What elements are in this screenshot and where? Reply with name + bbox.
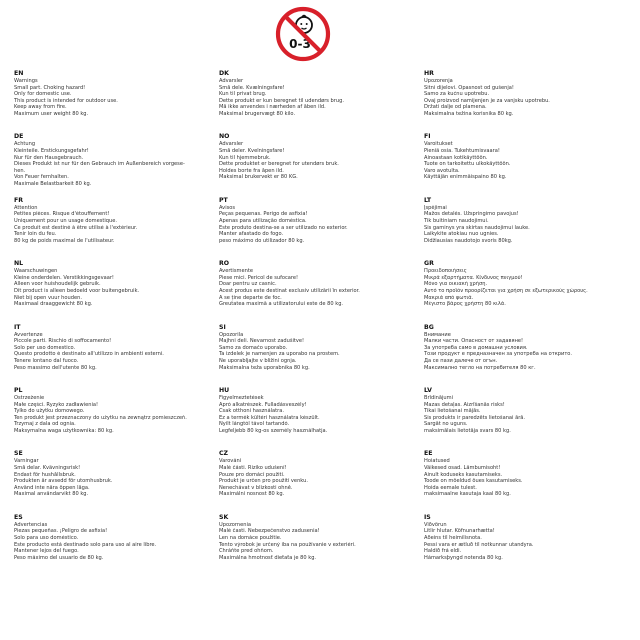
age-label: 0-3 bbox=[289, 37, 311, 51]
warning-heading: Внимание bbox=[424, 331, 451, 338]
warning-heading: Viðvörun bbox=[424, 521, 447, 528]
language-code: CZ bbox=[219, 450, 229, 458]
warning-line: Kun til privat brug. bbox=[219, 91, 267, 98]
language-code: EE bbox=[424, 450, 433, 458]
warning-block-nl bbox=[14, 260, 219, 323]
warning-line: Peças pequenas. Perigo de asfixia! bbox=[219, 211, 308, 218]
warning-heading: Warnings bbox=[14, 78, 38, 84]
warnings-column-middle bbox=[219, 70, 424, 577]
warning-line: Nur für den Hausgebrauch. bbox=[14, 154, 84, 161]
warning-line: Doar pentru uz casnic. bbox=[219, 281, 277, 288]
warning-line: Små deler. Kvelningsfare! bbox=[219, 147, 285, 154]
warning-line: Šis produkts ir paredzēts lietošanai ārā. bbox=[424, 414, 526, 421]
warning-block-se bbox=[14, 450, 219, 513]
warning-line: Kun til hjemmebruk. bbox=[219, 154, 271, 161]
warning-line: Questo prodotto è destinato all'utilizzo in ambienti esterni. bbox=[14, 351, 164, 358]
warning-heading: Waarschuwingen bbox=[14, 268, 58, 275]
warning-line: Csak otthoni használatra. bbox=[219, 408, 285, 415]
warning-line: Kleinteile. Erstickungsgefahr! bbox=[14, 147, 89, 154]
warning-line: Tik buitiniam naudojimui. bbox=[424, 217, 489, 224]
warning-line: Maximal användarvikt 80 kg. bbox=[14, 491, 89, 498]
warning-line: Maximální nosnost 80 kg. bbox=[219, 491, 285, 498]
warning-block-en bbox=[14, 70, 219, 133]
warning-heading: Brīdinājumi bbox=[424, 394, 454, 401]
warning-line: Μόνο για οικιακή χρήση. bbox=[424, 281, 488, 288]
warning-line: Solo para uso doméstico. bbox=[14, 534, 79, 541]
warning-heading: Varování bbox=[219, 458, 242, 465]
warning-line: Acest produs este destinat exclusiv utilizării în exterior. bbox=[219, 287, 360, 294]
warning-line: Haldið frá eldi. bbox=[424, 548, 462, 555]
warning-line: Pieniä osia. Tukehtumisvaara! bbox=[424, 147, 500, 154]
language-code: IS bbox=[424, 513, 431, 521]
warning-heading: Avvertenze bbox=[14, 331, 43, 338]
warning-line: Ainult koduseks kasutamiseks. bbox=[424, 471, 503, 478]
warning-line: Manter afastado do fogo. bbox=[219, 231, 284, 238]
warning-heading: Avisos bbox=[219, 204, 236, 211]
warning-line: Små dele. Kvælningsfare! bbox=[219, 84, 285, 91]
warning-line: Ainoastaan kotikäyttöön. bbox=[424, 154, 488, 161]
warning-line: Sargāt no uguns. bbox=[424, 421, 468, 428]
warning-line: Þessi vara er ætluð til notkunnar utandyra. bbox=[424, 541, 534, 548]
warning-line: Endast för hushållsbruk. bbox=[14, 471, 76, 478]
warning-line: Didžiausias naudotojo svoris 80kg. bbox=[424, 237, 513, 244]
language-code: EN bbox=[14, 70, 24, 77]
warning-line: Maksimalna težina korisnika 80 kg. bbox=[424, 110, 514, 117]
warning-line: Petites pièces. Risque d'étouffement! bbox=[14, 211, 110, 218]
language-code: BG bbox=[424, 323, 434, 331]
warning-line: Holdes borte fra åpen ild. bbox=[219, 167, 284, 174]
warning-line: Dette produkt er kun beregnet til udendørs brug. bbox=[219, 97, 344, 104]
warning-line: Aðeins til heimilisnota. bbox=[424, 534, 482, 541]
warning-block-pl bbox=[14, 387, 219, 450]
warning-line: Tuote on tarkoitettu ulkokäyttöön. bbox=[424, 161, 511, 168]
warning-line: Dieses Produkt ist nur für den Gebrauch im Außenbereich vorgese- bbox=[14, 161, 185, 168]
warning-line: Ne uporabljajte v bližini ognja. bbox=[219, 357, 297, 364]
warning-line: Tenere lontano dal fuoco. bbox=[14, 357, 79, 364]
language-code: HR bbox=[424, 70, 434, 77]
warning-line: Käyttäjän enimmäispaino 80 kg. bbox=[424, 174, 507, 181]
warning-line: Tenir loin du feu. bbox=[14, 231, 57, 238]
warning-line: Este produto destina-se a ser utilizado no exterior. bbox=[219, 224, 348, 231]
warnings-column-left bbox=[14, 70, 219, 577]
language-code: GR bbox=[424, 260, 434, 268]
warning-line: Tylko do użytku domowego. bbox=[14, 408, 85, 415]
warning-heading: Upozornenia bbox=[219, 521, 251, 528]
warning-line: maksimālais lietotāja svars 80 kg. bbox=[424, 427, 511, 434]
warning-block-fr bbox=[14, 197, 219, 260]
warning-heading: Advarsler bbox=[219, 141, 244, 148]
warning-line: Mažos detalės. Užspringimo pavojus! bbox=[424, 211, 519, 218]
warning-line: Ce produit est destiné à être utilisé à l'extérieur. bbox=[14, 224, 138, 231]
warning-line: Samo za kućnu upotrebu. bbox=[424, 91, 490, 98]
warning-block-si bbox=[219, 324, 424, 387]
warning-line: Malé časti. Nebezpečenstvo zadusenia! bbox=[219, 528, 320, 535]
warning-line: hen. bbox=[14, 167, 26, 174]
warning-line: A se ține departe de foc. bbox=[219, 294, 282, 301]
warning-line: Peso máximo del usuario de 80 kg. bbox=[14, 554, 104, 561]
warning-line: This product is intended for outdoor use. bbox=[14, 97, 118, 104]
warning-line: Šis gaminys yra skirtas naudojimui lauke. bbox=[424, 224, 530, 231]
warning-line: Samo za domačo uporabo. bbox=[219, 344, 288, 351]
warning-line: Legfeljebb 80 kg-os személy használhatja. bbox=[219, 427, 328, 434]
warning-heading: Figyelmeztetések bbox=[219, 394, 264, 401]
warning-line: Len na domáce použitie. bbox=[219, 534, 282, 541]
warning-line: Maksimal brugervægt 80 kilo. bbox=[219, 110, 296, 117]
warning-line: Αυτό το προϊόν προορίζεται για χρήση σε εξωτερικούς χώρους. bbox=[424, 287, 588, 294]
language-code: LV bbox=[424, 386, 432, 394]
language-code: ES bbox=[14, 513, 23, 521]
language-code: SI bbox=[219, 323, 226, 331]
warning-line: Niet bij open vuur houden. bbox=[14, 294, 82, 301]
language-code: SE bbox=[14, 450, 23, 458]
warning-heading: Varningar bbox=[14, 458, 39, 465]
warning-line: Väikesed osad. Lämbumisoht! bbox=[424, 464, 501, 471]
warning-line: Produkten är avsedd för utomhusbruk. bbox=[14, 478, 113, 485]
language-code: NO bbox=[219, 133, 230, 141]
language-code: DE bbox=[14, 133, 24, 141]
warning-heading: Įspėjimai bbox=[424, 204, 447, 211]
warning-line: Mantener lejos del fuego. bbox=[14, 548, 79, 555]
warning-block-is bbox=[424, 514, 629, 577]
warning-line: Ta izdelek je namenjen za uporabo na prostem. bbox=[219, 351, 340, 358]
language-code: RO bbox=[219, 260, 230, 268]
warning-line: 80 kg de poids maximal de l'utilisateur. bbox=[14, 237, 115, 244]
warning-line: Uniquement pour un usage domestique. bbox=[14, 217, 117, 224]
warning-line: Ez a termék kültéri használatra készült. bbox=[219, 414, 320, 421]
warning-line: Only for domestic use. bbox=[14, 91, 72, 98]
warning-line: Hámarksþyngd notenda 80 kg. bbox=[424, 554, 503, 561]
warning-line: Apró alkatrészek. Fulladásveszély! bbox=[219, 401, 307, 408]
warning-line: Malé části. Riziko udušení! bbox=[219, 464, 287, 471]
warning-line: Maximálna hmotnosť dieťaťa je 80 kg. bbox=[219, 554, 317, 561]
warning-line: Μέγιστο βάρος χρήστη 80 κιλά. bbox=[424, 301, 506, 308]
warning-line: Dette produktet er beregnet for utendørs bruk. bbox=[219, 161, 339, 168]
warning-line: Hoida eemale tulest. bbox=[424, 484, 477, 491]
warning-line: Litlir hlutar. Köfnunarhætta! bbox=[424, 528, 495, 535]
warning-line: Maksymalna waga użytkownika: 80 kg. bbox=[14, 427, 114, 434]
warning-line: Majhni deli. Nevarnost zadušitve! bbox=[219, 338, 305, 345]
warning-line: peso máximo do utilizador 80 kg. bbox=[219, 237, 305, 244]
warning-line: maksimaalne kasutaja kaal 80 kg. bbox=[424, 491, 511, 498]
warning-block-hu bbox=[219, 387, 424, 450]
warning-line: Greutatea maximă a utilizatorului este de 80 kg. bbox=[219, 301, 344, 308]
language-code: FR bbox=[14, 196, 23, 204]
warning-line: Maximale Belastbarkeit 80 kg. bbox=[14, 180, 92, 187]
warning-line: Alleen voor huishoudelijk gebruik. bbox=[14, 281, 101, 288]
warning-line: Peso massimo dell'utente 80 kg. bbox=[14, 364, 97, 371]
warning-block-no bbox=[219, 133, 424, 196]
warning-line: Tento výrobok je určený iba na používanie v exteriéri. bbox=[219, 541, 356, 548]
warning-line: Kleine onderdelen. Verstikkingsgevaar! bbox=[14, 274, 114, 281]
warning-line: Maximum user weight 80 kg. bbox=[14, 110, 89, 117]
warning-block-lt bbox=[424, 197, 629, 260]
warning-heading: Opozorila bbox=[219, 331, 244, 338]
warning-line: Trzymaj z dala od ognia. bbox=[14, 421, 76, 428]
warning-line: Μικρά εξαρτήματα. Κίνδυνος πνιγμού! bbox=[424, 274, 523, 281]
language-code: HU bbox=[219, 386, 230, 394]
warning-line: Tikai lietošanai mājās. bbox=[424, 408, 481, 415]
warning-block-ee bbox=[424, 450, 629, 513]
warning-block-hr bbox=[424, 70, 629, 133]
warning-line: Keep away from fire. bbox=[14, 104, 67, 111]
language-code: LT bbox=[424, 196, 432, 204]
warning-line: Ovaj proizvod namijenjen je za vanjsku upotrebu. bbox=[424, 97, 550, 104]
warning-line: Μακριά από φωτιά. bbox=[424, 294, 474, 301]
language-code: FI bbox=[424, 133, 431, 141]
warning-block-dk bbox=[219, 70, 424, 133]
warning-heading: Upozorenja bbox=[424, 78, 453, 84]
warning-line: Apenas para utilização doméstica. bbox=[219, 217, 307, 224]
warning-line: Toode on mõeldud õues kasutamiseks. bbox=[424, 478, 523, 485]
warning-line: Sitni dijelovi. Opasnost od gušenja! bbox=[424, 84, 514, 91]
no-children-under-3-sign bbox=[275, 6, 331, 62]
language-code: DK bbox=[219, 70, 229, 77]
warning-block-fi bbox=[424, 133, 629, 196]
warning-line: Максимално тегло на потребителя 80 кг. bbox=[424, 364, 536, 371]
warning-line: Piccole parti. Rischio di soffocamento! bbox=[14, 338, 112, 345]
warning-line: Piezas pequeñas. ¡Peligro de asfixia! bbox=[14, 528, 108, 535]
warning-line: Chráňte pred ohňom. bbox=[219, 548, 274, 555]
warning-line: Този продукт е предназначен за употреба на открито. bbox=[424, 351, 573, 358]
warning-heading: Advertencias bbox=[14, 521, 48, 528]
warning-block-ro bbox=[219, 260, 424, 323]
language-code: SK bbox=[219, 513, 229, 521]
language-code: IT bbox=[14, 323, 21, 331]
warning-block-cz bbox=[219, 450, 424, 513]
warning-line: Nenechávat v blízkosti ohně. bbox=[219, 484, 293, 491]
warning-heading: Advarsler bbox=[219, 78, 244, 84]
warning-heading: Attention bbox=[14, 204, 38, 211]
warning-line: За употреба само в домашни условия. bbox=[424, 344, 528, 351]
warning-line: Este producto está destinado solo para uso al aire libre. bbox=[14, 541, 157, 548]
language-code: NL bbox=[14, 260, 24, 268]
warning-line: Produkt je určen pro použití venku. bbox=[219, 478, 308, 485]
warning-line: Piese mici. Pericol de sufocare! bbox=[219, 274, 299, 281]
warning-line: Ten produkt jest przeznaczony do użytku na zewnątrz pomieszczeń. bbox=[14, 414, 187, 421]
warning-block-sk bbox=[219, 514, 424, 577]
warning-line: Maksimal brukervekt er 80 KG. bbox=[219, 174, 298, 181]
warning-block-de bbox=[14, 133, 219, 196]
warning-line: Mazas detaļas. Aizrīšanās risks! bbox=[424, 401, 505, 408]
warning-line: Držati dalje od plamena. bbox=[424, 104, 487, 111]
language-code: PT bbox=[219, 196, 228, 204]
warning-line: Малки части. Опасност от задавяне! bbox=[424, 338, 524, 345]
warning-line: Dit product is alleen bedoeld voor buitengebruik. bbox=[14, 287, 140, 294]
warning-line: Small part. Choking hazard! bbox=[14, 84, 86, 91]
warning-heading: Προειδοποιήσεις bbox=[424, 268, 467, 275]
warning-heading: Varoitukset bbox=[424, 141, 453, 148]
warning-block-es bbox=[14, 514, 219, 577]
warning-line: Maksimalna teža uporabnika 80 kg. bbox=[219, 364, 310, 371]
warning-line: Må ikke anvendes i nærheden af åben ild. bbox=[219, 104, 326, 111]
warning-line: Małe części. Ryzyko zadławienia! bbox=[14, 401, 99, 408]
warning-line: Använd inte nära öppen låga. bbox=[14, 484, 90, 491]
warnings-column-right bbox=[424, 70, 629, 577]
warning-block-pt bbox=[219, 197, 424, 260]
warning-block-it bbox=[14, 324, 219, 387]
warning-heading: Achtung bbox=[14, 141, 36, 148]
warning-line: Pouze pro domácí použití. bbox=[219, 471, 285, 478]
language-code: PL bbox=[14, 386, 23, 394]
warning-block-gr bbox=[424, 260, 629, 323]
warning-block-bg bbox=[424, 324, 629, 387]
warning-line: Små delar. Kvävningsrisk! bbox=[14, 464, 81, 471]
warning-heading: Hoiatused bbox=[424, 458, 450, 465]
warning-heading: Ostrzeżenie bbox=[14, 394, 45, 401]
warning-line: Maximaal draaggewicht 80 kg. bbox=[14, 301, 93, 308]
warning-line: Von Feuer fernhalten. bbox=[14, 174, 69, 181]
warning-line: Solo per uso domestico. bbox=[14, 344, 76, 351]
warning-line: Nyílt lángtól távol tartandó. bbox=[219, 421, 290, 428]
warning-line: Да се пази далече от огън. bbox=[424, 357, 498, 364]
warning-block-lv bbox=[424, 387, 629, 450]
warning-heading: Avertismente bbox=[219, 268, 253, 275]
warning-line: Varo avotulta. bbox=[424, 167, 460, 174]
warning-line: Laikykite atokiau nuo ugnies. bbox=[424, 231, 499, 238]
